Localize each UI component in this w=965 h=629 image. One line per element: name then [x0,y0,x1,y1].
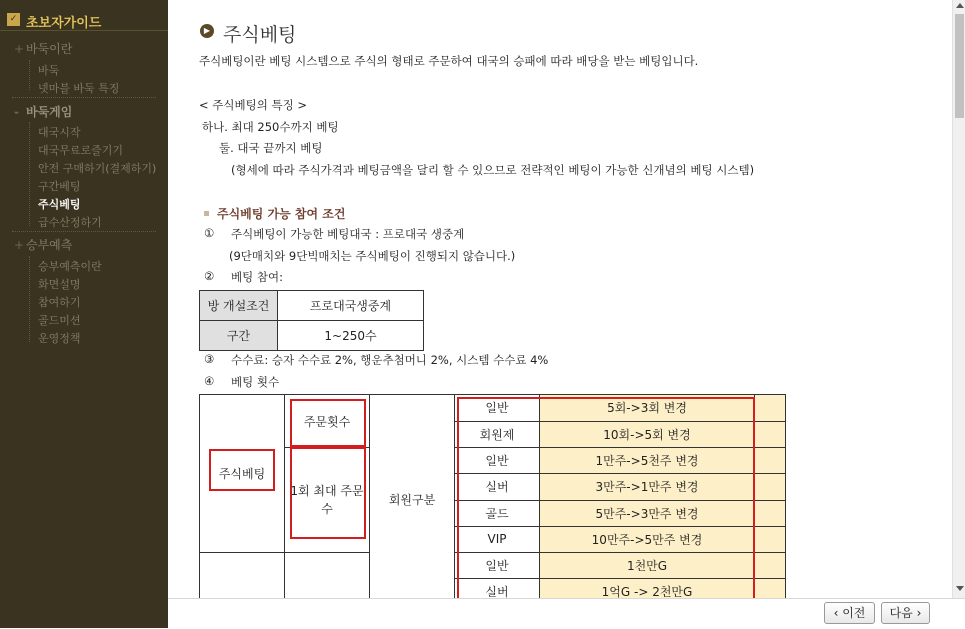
condition-number: ① [204,226,215,240]
page-title: 주식베팅 [223,24,297,46]
feature-item: 둘. 대국 끝까지 베팅 [219,141,323,155]
table-cell: 일반 [455,553,540,579]
room-condition-table [199,290,424,351]
condition-note: (9단매치와 9단빅매치는 주식베팅이 진행되지 않습니다.) [229,249,516,263]
sidebar-item-gold-mission[interactable]: 골드미션 [38,314,81,327]
table-cell-stock-betting: 주식베팅 [200,395,285,553]
table-cell: 1천만G [540,553,755,579]
highlight-box [209,449,275,491]
sidebar-item-free-play[interactable]: 대국무료로즐기기 [38,144,124,157]
sidebar-section-prediction[interactable] [14,236,72,253]
table-cell-max-order: 1회 최대 주문수 [285,448,370,553]
intro-text: 주식베팅이란 베팅 시스템으로 주식의 형태로 주문하여 대국의 승패에 따라 배당을 받는 베팅입니다. [199,54,699,68]
play-bullet-icon: ▶ [200,24,214,38]
sidebar-section-baduk-game[interactable] [14,103,72,120]
table-row [200,291,424,321]
highlight-box [290,447,366,539]
table-cell-empty [200,553,285,599]
table-cell-empty [755,553,786,579]
table-cell: 실버 [455,474,540,500]
condition-text: 베팅 횟수 [231,375,280,389]
condition-number: ④ [204,374,215,388]
sidebar-item-screen-desc[interactable]: 화면설명 [38,278,81,291]
condition-text: 베팅 참여: [231,270,283,284]
table-cell: 1억G -> 2천만G [540,579,755,599]
condition-number: ③ [204,352,215,366]
table-cell: 방 개설조건 [200,291,278,321]
table-cell: 10만주->5만주 변경 [540,526,755,552]
table-cell-empty [285,553,370,599]
sidebar-item-section-betting[interactable]: 구간베팅 [38,180,81,193]
table-cell: 5만주->3만주 변경 [540,500,755,526]
table-row [200,321,424,351]
table-cell: 1만주->5천주 변경 [540,448,755,474]
table-cell: 골드 [455,500,540,526]
table-cell-order-count: 주문횟수 [285,395,370,448]
table-cell-empty [755,579,786,599]
scroll-up-icon[interactable] [956,3,964,8]
table-cell-empty [755,395,786,422]
table-cell: VIP [455,526,540,552]
table-cell: 회원제 [455,421,540,448]
vertical-scrollbar[interactable] [952,0,965,598]
sidebar-header[interactable] [0,0,168,31]
section-heading-text: 주식베팅 가능 참여 조건 [217,207,346,221]
table-cell: 구간 [200,321,278,351]
features-title: < 주식베팅의 특징 > [199,98,308,112]
feature-note: (형세에 따라 주식가격과 베팅금액을 달리 할 수 있으므로 전략적인 베팅이 가능한 신개념의 베팅 시스템) [231,163,755,177]
sidebar-item-stock-betting[interactable]: 주식베팅 [38,198,81,211]
square-bullet-icon [204,211,209,216]
collapse-icon[interactable]: ✓ [7,13,20,26]
footer-nav [168,598,965,629]
sidebar-item-safe-purchase[interactable]: 안전 구매하기(결제하기) [38,162,157,175]
condition-number: ② [204,269,215,283]
sidebar-item-operation-policy[interactable]: 운영정책 [38,332,81,345]
expand-icon: + [14,42,25,56]
scroll-down-icon[interactable] [956,586,964,591]
table-cell: 3만주->1만주 변경 [540,474,755,500]
table-cell-empty [755,448,786,474]
table-cell-member-type: 회원구분 [370,395,455,599]
tree-guide [29,256,31,342]
table-cell: 1~250수 [278,321,424,351]
highlight-box [290,399,366,447]
prev-button[interactable]: ‹ 이전 [824,602,875,624]
sidebar-section-baduk-intro[interactable] [14,40,72,57]
divider [12,231,156,232]
sidebar-item-netmarble-features[interactable]: 넷마블 바둑 특징 [38,82,120,95]
table-cell: 일반 [455,448,540,474]
section-heading [204,205,345,222]
section-label: 바둑게임 [26,105,73,119]
sidebar [0,0,168,628]
table-cell: 10회->5회 변경 [540,421,755,448]
tree-guide [29,60,31,90]
sidebar-item-participate[interactable]: 참여하기 [38,296,81,309]
table-cell-empty [755,500,786,526]
sidebar-item-prediction-intro[interactable]: 승부예측이란 [38,260,102,273]
divider [12,97,156,98]
sidebar-title: 초보자가이드 [26,16,102,31]
next-button[interactable]: 다음 › [881,602,930,624]
sidebar-item-baduk[interactable]: 바둑 [38,64,60,77]
condition-text: 수수료: 승자 수수료 2%, 행운추첨머니 2%, 시스템 수수료 4% [231,353,549,367]
table-cell: 일반 [455,395,540,422]
scroll-thumb[interactable] [955,14,964,118]
section-label: 승부예측 [26,238,73,252]
table-cell: 프로대국생중계 [278,291,424,321]
table-cell: 실버 [455,579,540,599]
condition-text: 주식베팅이 가능한 베팅대국 : 프로대국 생중계 [231,227,465,241]
highlight-box [457,397,755,598]
collapse-tree-icon: - [14,105,19,119]
table-cell-empty [755,421,786,448]
table-cell-empty [755,474,786,500]
sidebar-item-game-start[interactable]: 대국시작 [38,126,81,139]
main-content [168,0,952,598]
section-label: 바둑이란 [26,42,73,56]
expand-icon: + [14,238,25,252]
tree-guide [29,122,31,226]
feature-item: 하나. 최대 250수까지 베팅 [202,120,339,134]
table-cell-empty [755,526,786,552]
table-cell: 5회->3회 변경 [540,395,755,422]
sidebar-item-rank-calc[interactable]: 급수산정하기 [38,216,102,229]
